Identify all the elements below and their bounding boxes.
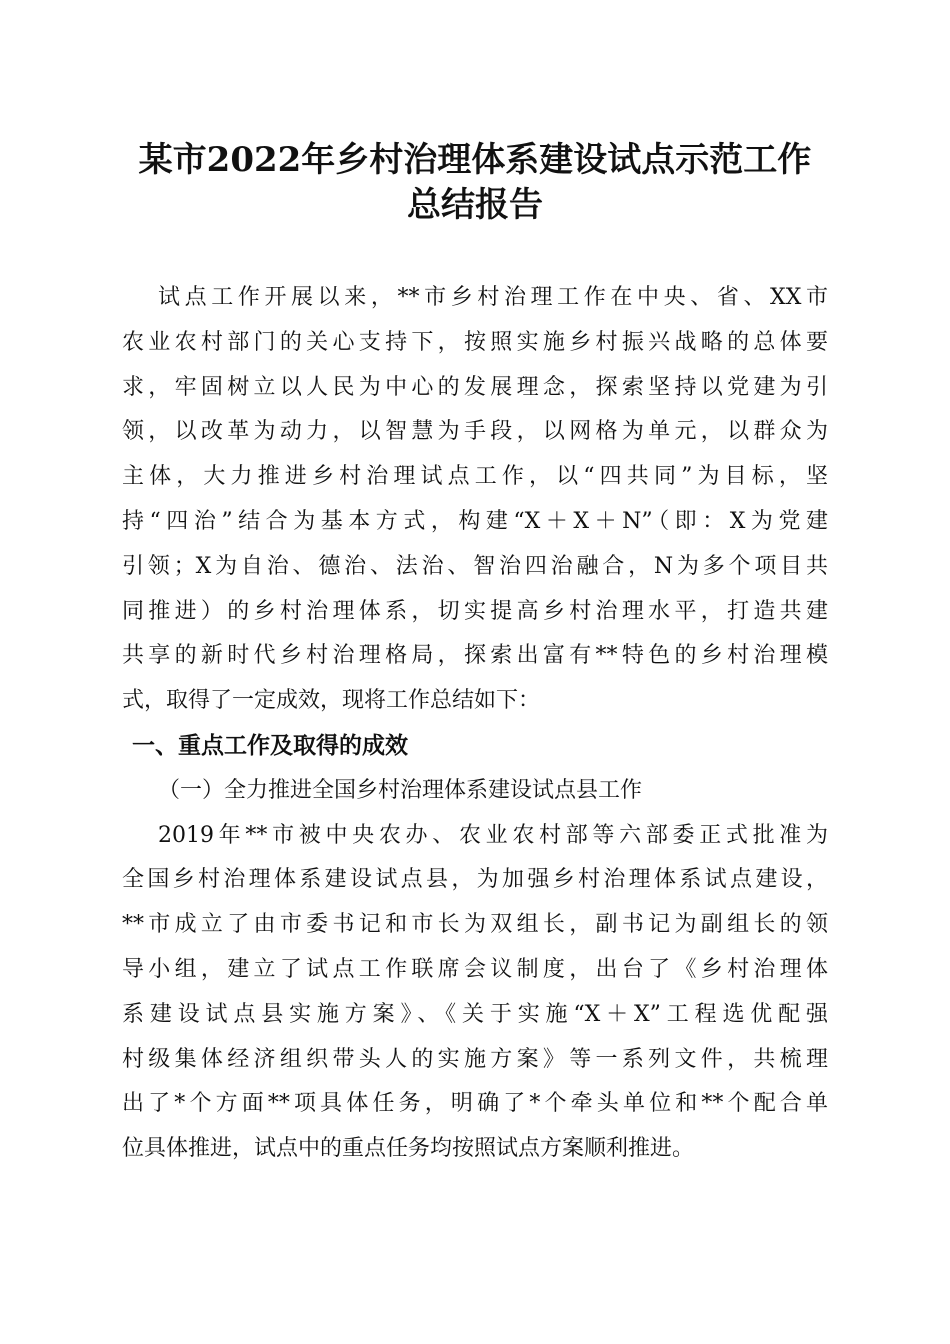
text-line: 引领；X为自治、德治、法治、智治四治融合，N为多个项目共	[122, 553, 828, 579]
text-line: 导小组，建立了试点工作联席会议制度，出台了《乡村治理体	[122, 956, 828, 982]
text-line: 求，牢固树立以人民为中心的发展理念，探索坚持以党建为引	[122, 374, 828, 400]
intro-paragraph	[122, 276, 828, 724]
text-line: 持“四治”结合为基本方式，构建“X＋X＋N”（即：X为党建	[122, 508, 828, 534]
section-paragraph	[122, 814, 828, 1172]
subsection-heading: （一）全力推进全国乡村治理体系建设试点县工作	[158, 777, 643, 803]
text-line: **市成立了由市委书记和市长为双组长，副书记为副组长的领	[122, 912, 828, 938]
title-line-2: 总结报告	[407, 185, 543, 225]
text-line: 领，以改革为动力，以智慧为手段，以网格为单元，以群众为	[122, 419, 828, 445]
text-line: 同推进）的乡村治理体系，切实提高乡村治理水平，打造共建	[122, 598, 828, 624]
text-line: 式，取得了一定成效，现将工作总结如下：	[122, 688, 541, 714]
title-line-1: 某市2022年乡村治理体系建设试点示范工作	[138, 140, 812, 180]
section-heading: 一、重点工作及取得的成效	[132, 731, 408, 759]
document-body	[122, 276, 828, 1172]
text-line: 主体，大力推进乡村治理试点工作，以“四共同”为目标，坚	[122, 464, 828, 490]
text-line: 2019年**市被中央农办、农业农村部等六部委正式批准为	[158, 822, 828, 848]
text-line: 位具体推进，试点中的重点任务均按照试点方案顺利推进。	[122, 1136, 695, 1162]
text-line: 全国乡村治理体系建设试点县，为加强乡村治理体系试点建设，	[122, 867, 828, 893]
text-line: 试点工作开展以来，**市乡村治理工作在中央、省、XX市	[158, 285, 828, 310]
text-line: 出了*个方面**项具体任务，明确了*个牵头单位和**个配合单	[122, 1091, 828, 1117]
text-line: 农业农村部门的关心支持下，按照实施乡村振兴战略的总体要	[122, 329, 828, 355]
text-line: 村级集体经济组织带头人的实施方案》等一系列文件，共梳理	[122, 1046, 828, 1072]
document-title	[0, 138, 950, 228]
text-line: 共享的新时代乡村治理格局，探索出富有**特色的乡村治理模	[122, 643, 828, 669]
text-line: 系建设试点县实施方案》、《关于实施“X＋X”工程选优配强	[122, 1001, 828, 1027]
